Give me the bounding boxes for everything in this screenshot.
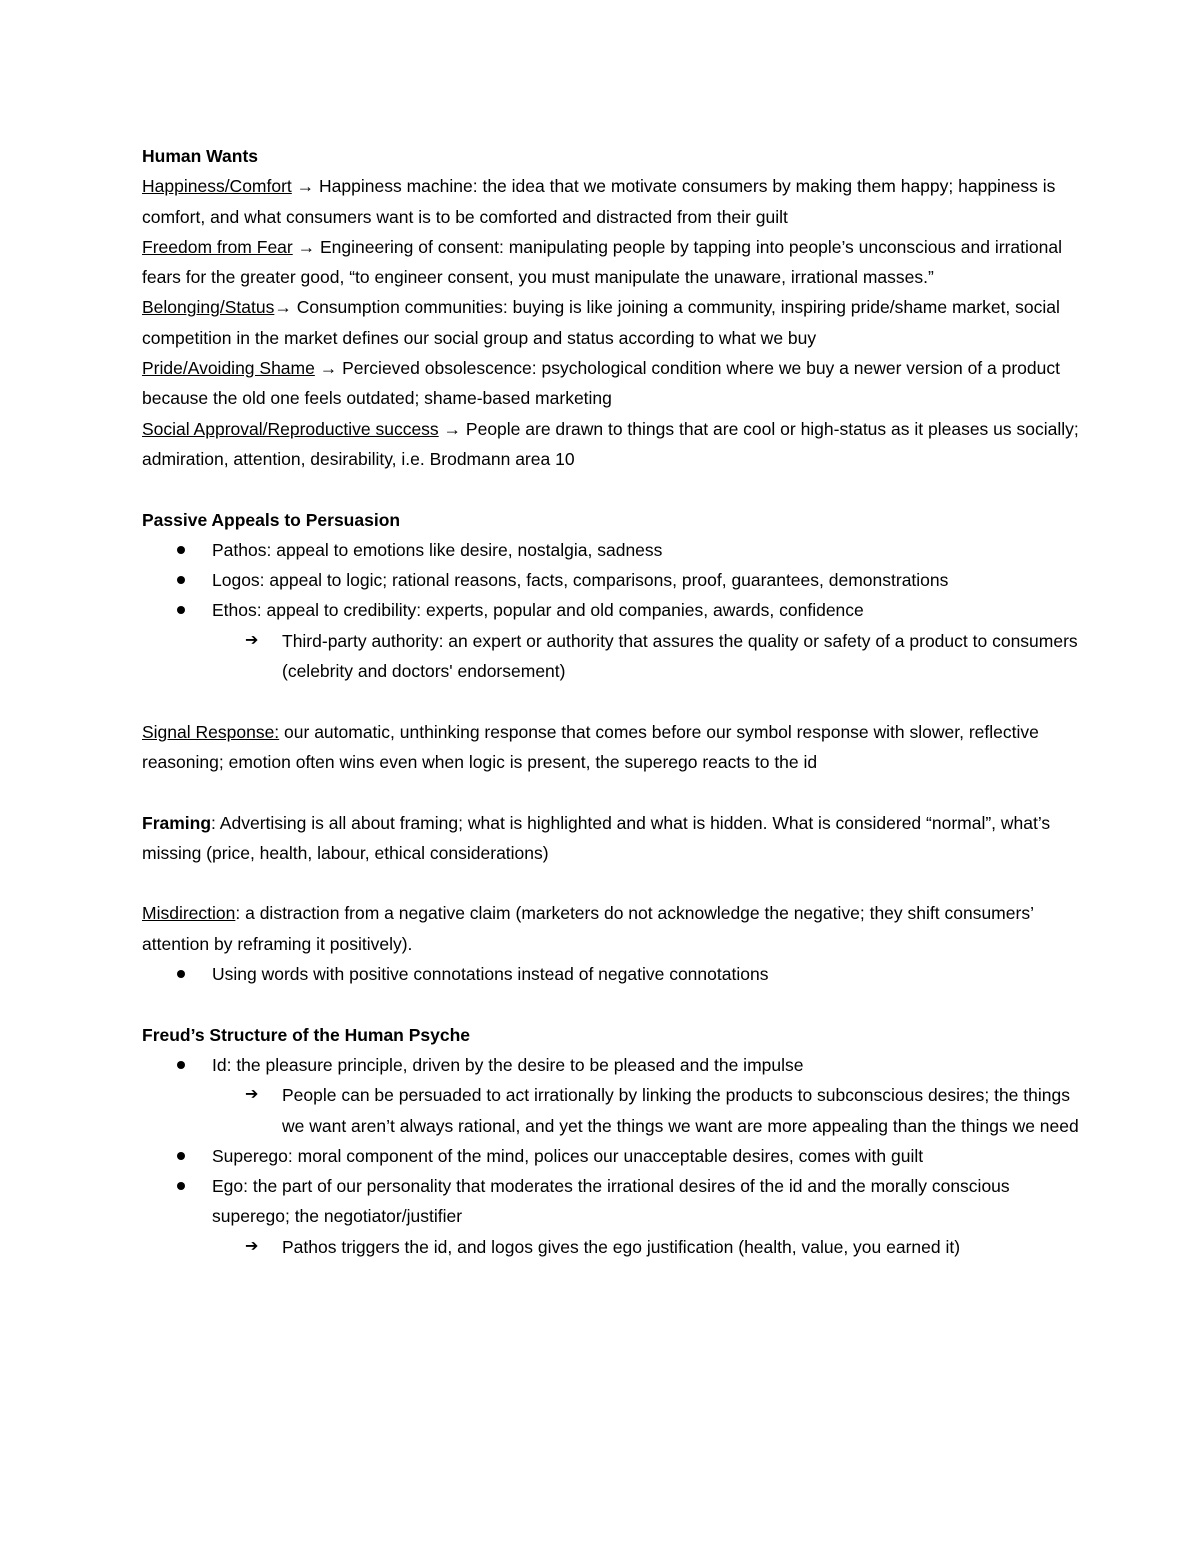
bullet-icon (177, 1061, 185, 1069)
list-item-text: Pathos triggers the id, and logos gives the ego justification (health, value, you earned it) (282, 1236, 961, 1257)
appeals-list (142, 535, 1080, 686)
want-freedom (142, 232, 1080, 293)
freud-heading: Freud’s Structure of the Human Psyche (142, 1024, 471, 1045)
list-item-text: Using words with positive connotations instead of negative connotations (212, 964, 769, 985)
spacer (142, 777, 1080, 807)
bullet-icon (177, 1152, 185, 1160)
misdirection-term: Misdirection (142, 903, 236, 924)
right-arrow-icon: → (292, 236, 320, 257)
list-item-text: People can be persuaded to act irrationally by linking the products to subconscious desires; the things we want aren’t always rational, and yet the things we want are more appealing than the things we need (282, 1085, 1079, 1136)
list-item-text: Id: the pleasure principle, driven by the desire to be pleased and the impulse (212, 1054, 804, 1075)
spacer (142, 474, 1080, 504)
right-arrow-icon: → (438, 418, 466, 439)
sub-list-item (142, 1232, 1080, 1262)
spacer (142, 686, 1080, 716)
signal-response-term: Signal Response: (142, 721, 280, 742)
paragraph-text: : a distraction from a negative claim (marketers do not acknowledge the negative; they shift consumers’ attention by reframing it positively). (142, 903, 1034, 954)
want-term: Pride/Avoiding Shame (142, 358, 315, 379)
sub-list-item (142, 1080, 1080, 1141)
sub-list-item (142, 626, 1080, 687)
bullet-icon (177, 576, 185, 584)
right-arrow-icon: → (274, 297, 297, 318)
paragraph-text: our automatic, unthinking response that comes before our symbol response with slower, reflective reasoning; emotion often wins even when logic is present, the superego reacts to the id (142, 721, 1039, 772)
bullet-icon (177, 606, 185, 614)
list-item-text: Ego: the part of our personality that moderates the irrational desires of the id and the morally conscious superego; the negotiator/justifier (212, 1176, 1010, 1227)
list-item-text: Third-party authority: an expert or authority that assures the quality or safety of a product to consumers (celebrity and doctors' endorsement) (282, 630, 1078, 682)
want-happiness (142, 171, 1080, 232)
arrow-bullet-icon: ➔ (245, 1086, 259, 1104)
list-item (142, 595, 1080, 625)
want-social-approval (142, 414, 1080, 475)
list-item-text: Ethos: appeal to credibility: experts, popular and old companies, awards, confidence (212, 600, 864, 621)
bullet-icon (177, 1182, 185, 1190)
arrow-bullet-icon: ➔ (245, 1237, 259, 1255)
list-item (142, 959, 1080, 989)
passive-appeals-heading: Passive Appeals to Persuasion (142, 509, 401, 530)
want-term: Happiness/Comfort (142, 176, 292, 197)
list-item (142, 565, 1080, 595)
misdirection-paragraph (142, 898, 1080, 959)
want-text: People are drawn to things that are cool or high-status as it pleases us socially; admiration, attention, desirability, i.e. Brodmann area 10 (142, 418, 1079, 469)
want-term: Belonging/Status (142, 297, 275, 318)
paragraph-text: : Advertising is all about framing; what is highlighted and what is hidden. What is considered “normal”, what’s missing (price, health, labour, ethical considerations) (142, 812, 1051, 863)
spacer (142, 989, 1080, 1019)
framing-paragraph (142, 808, 1080, 869)
list-item-text: Superego: moral component of the mind, polices our unacceptable desires, comes with guilt (212, 1145, 924, 1166)
list-item-text: Logos: appeal to logic; rational reasons, facts, comparisons, proof, guarantees, demonstrations (212, 570, 949, 591)
list-item (142, 1141, 1080, 1171)
bullet-icon (177, 970, 185, 978)
want-term: Social Approval/Reproductive success (142, 418, 439, 439)
arrow-bullet-icon: ➔ (245, 631, 259, 649)
spacer (142, 868, 1080, 898)
misdirection-list (142, 959, 1080, 989)
list-item-text: Pathos: appeal to emotions like desire, nostalgia, sadness (212, 539, 663, 560)
want-text: Happiness machine: the idea that we motivate consumers by making them happy; happiness is comfort, and what consumers want is to be comforted and distracted from their guilt (142, 176, 1056, 227)
want-text: Consumption communities: buying is like joining a community, inspiring pride/shame market, social competition in the market defines our social group and status according to what we buy (142, 297, 1060, 348)
list-item (142, 535, 1080, 565)
signal-response-paragraph (142, 717, 1080, 778)
framing-term: Framing (142, 812, 212, 833)
want-belonging (142, 292, 1080, 353)
want-term: Freedom from Fear (142, 236, 293, 257)
list-item (142, 1050, 1080, 1080)
bullet-icon (177, 546, 185, 554)
want-pride (142, 353, 1080, 414)
freud-list (142, 1050, 1080, 1262)
right-arrow-icon: → (314, 358, 343, 379)
human-wants-heading: Human Wants (142, 146, 259, 166)
want-text: Engineering of consent: manipulating people by tapping into people’s unconscious and irrational fears for the greater good, “to engineer consent, you must manipulate the unaware, irrational masses.” (142, 236, 1062, 288)
list-item (142, 1171, 1080, 1232)
right-arrow-icon: → (291, 176, 320, 197)
want-text: Percieved obsolescence: psychological condition where we buy a newer version of a product because the old one feels outdated; shame-based marketing (142, 358, 1060, 409)
